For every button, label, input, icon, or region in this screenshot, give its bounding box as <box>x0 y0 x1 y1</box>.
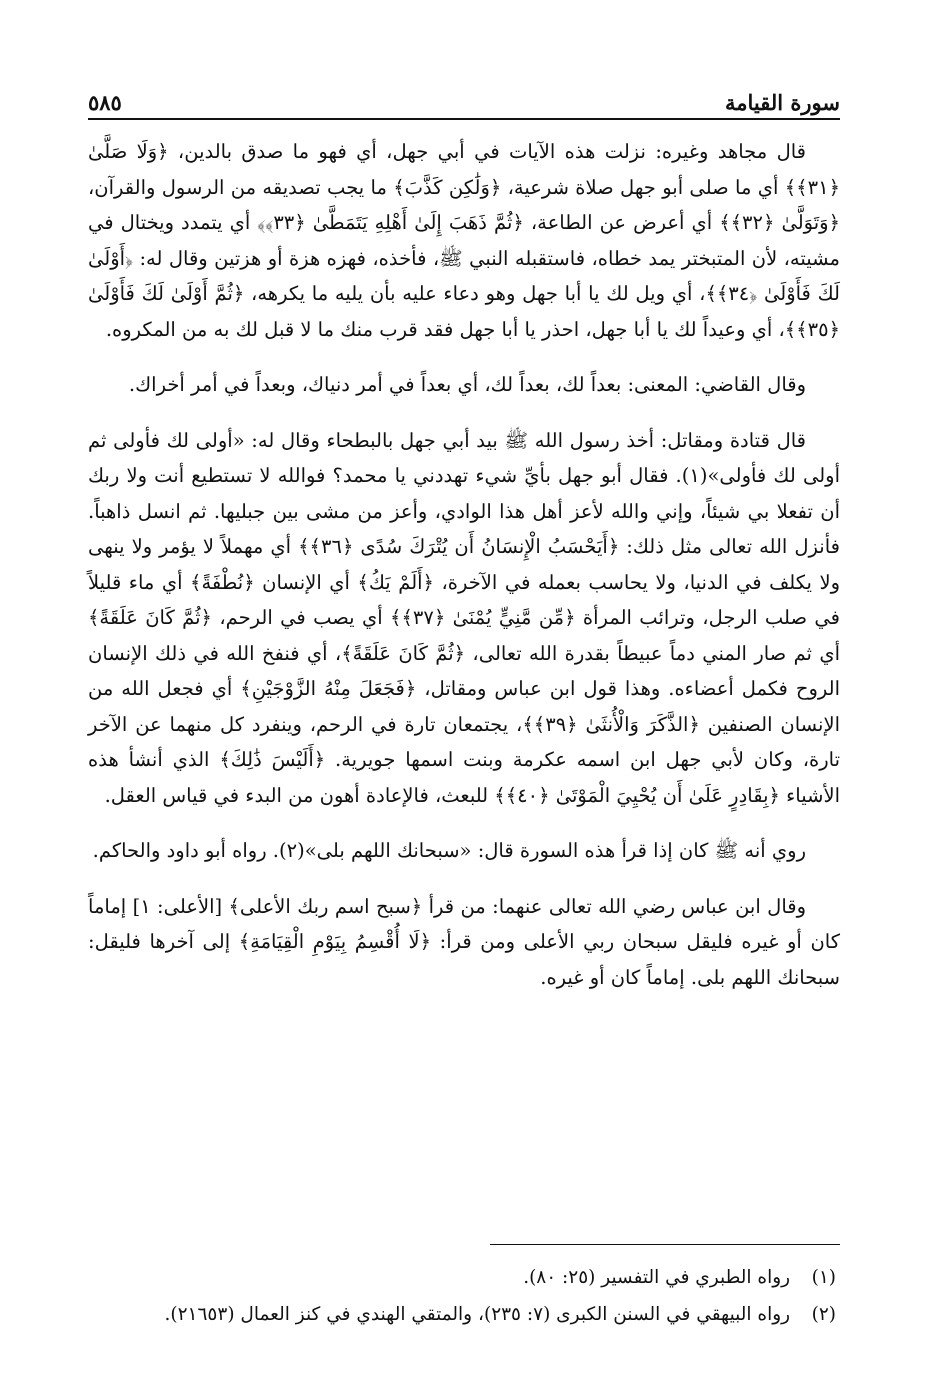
paragraph-riwaya: روي أنه ﷺ كان إذا قرأ هذه السورة قال: «سبحانك اللهم بلى»(٢). رواه أبو داود والحاكم. <box>92 839 806 862</box>
footnote-item <box>88 1296 840 1333</box>
main-text <box>88 134 840 995</box>
page-number: ٥٨٥ <box>88 88 130 118</box>
paragraph-mujahid: قال مجاهد وغيره: نزلت هذه الآيات في أبي جهل، أي فهو ما صدق بالدين، ﴿وَلَا صَلَّىٰ ﴿٣١﴾﴾ أي ما صلى أبو جهل صلاة شرعية، ﴿وَلَٰكِن كَذَّبَ﴾ ما يجب تصديقه من الرسول والقرآن، ﴿وَتَوَلَّىٰ ﴿٣٢﴾﴾ أي أعرض عن الطاعة، ﴿ثُمَّ ذَهَبَ إِلَىٰ أَهْلِهِ يَتَمَطَّىٰ ﴿٣٣﴾﴾ أي يتمدد ويختال في مشيته، لأن المتبختر يمد خطاه، فاستقبله النبي ﷺ، فأخذه، فهزه هزة أو هزتين وقال له: ﴿أَوْلَىٰ لَكَ فَأَوْلَىٰ ﴿٣٤﴾﴾، أي ويل لك يا أبا جهل وهو دعاء عليه بأن يليه ما يكرهه، ﴿ثُمَّ أَوْلَىٰ لَكَ فَأَوْلَىٰ ﴿٣٥﴾﴾، أي وعيداً لك يا أبا جهل، احذر يا أبا جهل فقد قرب منك ما لا قبل لك به من المكروه. <box>88 140 840 341</box>
footnote-item <box>88 1259 840 1296</box>
footnote-number: (١) <box>811 1267 836 1288</box>
footnote-divider <box>490 1244 840 1245</box>
paragraph-qadi: وقال القاضي: المعنى: بعداً لك، بعداً لك، أي بعداً في أمر دنياك، وبعداً في أمر أخراك. <box>128 373 806 396</box>
footnote-number: (٢) <box>811 1304 836 1325</box>
paragraph-qatada: قال قتادة ومقاتل: أخذ رسول الله ﷺ بيد أبي جهل بالبطحاء وقال له: «أولى لك فأولى ثم أولى لك فأولى»(١). فقال أبو جهل بأيِّ شيء تهددني يا محمد؟ فوالله لا تستطيع أنت ولا ربك أن تفعلا بي شيئاً، وإني والله لأعز أهل هذا الوادي، وأعز من مشى بين جبليها. ثم انسل ذاهباً. فأنزل الله تعالى مثل ذلك: ﴿أَيَحْسَبُ الْإِنسَانُ أَن يُتْرَكَ سُدًى ﴿٣٦﴾﴾ أي مهملاً لا يؤمر ولا ينهى ولا يكلف في الدنيا، ولا يحاسب بعمله في الآخرة، ﴿أَلَمْ يَكُ﴾ أي الإنسان ﴿نُطْفَةً﴾ أي ماء قليلاً في صلب الرجل، وترائب المرأة ﴿مِّن مَّنِيٍّ يُمْنَىٰ ﴿٣٧﴾﴾ أي يصب في الرحم، ﴿ثُمَّ كَانَ عَلَقَةً﴾ أي ثم صار المني دماً عبيطاً بقدرة الله تعالى، ﴿ثُمَّ كَانَ عَلَقَةً﴾، أي فنفخ الله في ذلك الإنسان الروح فكمل أعضاءه. وهذا قول ابن عباس ومقاتل، ﴿فَجَعَلَ مِنْهُ الزَّوْجَيْنِ﴾ أي فجعل الله من الإنسان الصنفين ﴿الذَّكَرَ وَالْأُنثَىٰ ﴿٣٩﴾﴾، يجتمعان تارة في الرحم، وينفرد كل منهما عن الآخر تارة، وكان لأبي جهل ابن اسمه عكرمة وبنت اسمها جويرية. ﴿أَلَيْسَ ذَٰلِكَ﴾ الذي أنشأ هذه الأشياء ﴿بِقَادِرٍ عَلَىٰ أَن يُحْيِيَ الْمَوْتَىٰ ﴿٤٠﴾﴾ للبعث، فالإعادة أهون من البدء في قياس العقل. <box>88 428 841 807</box>
footnote-text: رواه الطبري في التفسير (٢٥: ٨٠). <box>523 1267 791 1288</box>
surah-title: سورة القيامة <box>717 88 840 118</box>
book-page <box>88 84 840 1374</box>
paragraph-ibn-abbas: وقال ابن عباس رضي الله تعالى عنهما: من قرأ ﴿سبح اسم ربك الأعلى﴾ [الأعلى: ١] إماماً كان أو غيره فليقل سبحان ربي الأعلى ومن قرأ: ﴿لَا أُقْسِمُ بِيَوْمِ الْقِيَامَةِ﴾ إلى آخرها فليقل: سبحانك اللهم بلى. إماماً كان أو غيره. <box>88 894 840 989</box>
running-header <box>88 84 840 120</box>
footnote-text: رواه البيهقي في السنن الكبرى (٧: ٢٣٥)، والمتقي الهندي في كنز العمال (٢١٦٥٣). <box>164 1304 791 1325</box>
footnotes <box>88 1244 840 1333</box>
